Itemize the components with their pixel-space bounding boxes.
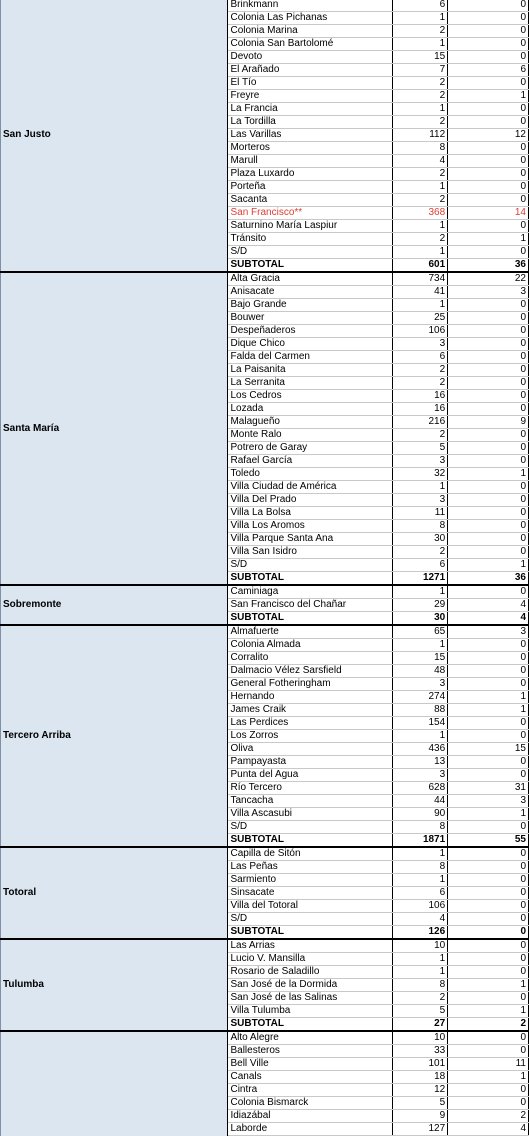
locality-name: Lozada: [228, 403, 393, 416]
value-cases: 3: [393, 769, 448, 782]
value-deaths: 0: [448, 77, 529, 90]
locality-name: Corralito: [228, 652, 393, 665]
locality-name: Las Peñas: [228, 861, 393, 874]
value-deaths: 4: [448, 1123, 529, 1136]
value-cases: 2: [393, 233, 448, 246]
locality-name: Oliva: [228, 743, 393, 756]
value-deaths: 9: [448, 416, 529, 429]
value-deaths: 0: [448, 351, 529, 364]
value-deaths: 4: [448, 599, 529, 612]
value-deaths: 0: [448, 25, 529, 38]
locality-name: Villa Tulumba: [228, 1005, 393, 1018]
table-body: [1, 0, 529, 1136]
value-deaths: 0: [448, 246, 529, 259]
subtotal-label: SUBTOTAL: [228, 1018, 393, 1032]
value-deaths: 0: [448, 665, 529, 678]
value-cases: 8: [393, 861, 448, 874]
locality-name: Cintra: [228, 1084, 393, 1097]
locality-name: Las Arrias: [228, 939, 393, 953]
value-deaths: 0: [448, 1097, 529, 1110]
value-cases: 1: [393, 585, 448, 599]
value-cases: 27: [393, 1018, 448, 1032]
locality-name: Almafuerte: [228, 625, 393, 639]
department-name: Santa María: [1, 272, 228, 585]
value-deaths: 14: [448, 207, 529, 220]
value-deaths: 2: [448, 1110, 529, 1123]
value-cases: 436: [393, 743, 448, 756]
subtotal-label: SUBTOTAL: [228, 259, 393, 273]
value-cases: 734: [393, 272, 448, 286]
value-cases: 10: [393, 1031, 448, 1045]
value-cases: 127: [393, 1123, 448, 1136]
locality-name: Villa San Isidro: [228, 546, 393, 559]
value-cases: 2: [393, 364, 448, 377]
table-row: [1, 1031, 529, 1045]
locality-name: Porteña: [228, 181, 393, 194]
locality-name: Sinsacate: [228, 887, 393, 900]
value-cases: 154: [393, 717, 448, 730]
locality-name: San Francisco**: [228, 207, 393, 220]
value-deaths: 0: [448, 494, 529, 507]
value-cases: 65: [393, 625, 448, 639]
value-cases: 8: [393, 142, 448, 155]
value-deaths: 0: [448, 325, 529, 338]
value-cases: 2: [393, 25, 448, 38]
locality-name: Colonia Las Pichanas: [228, 12, 393, 25]
value-deaths: 0: [448, 847, 529, 861]
value-cases: 1: [393, 966, 448, 979]
value-cases: 112: [393, 129, 448, 142]
value-cases: 15: [393, 51, 448, 64]
locality-name: Marull: [228, 155, 393, 168]
value-cases: 1: [393, 246, 448, 259]
value-cases: 5: [393, 442, 448, 455]
value-cases: 11: [393, 507, 448, 520]
value-deaths: 0: [448, 38, 529, 51]
subtotal-label: SUBTOTAL: [228, 612, 393, 626]
value-cases: 4: [393, 913, 448, 926]
department-name: San Justo: [1, 0, 228, 272]
locality-name: Ballesteros: [228, 1045, 393, 1058]
value-cases: 2: [393, 194, 448, 207]
locality-name: Anisacate: [228, 286, 393, 299]
value-deaths: 0: [448, 639, 529, 652]
locality-name: Brinkmann: [228, 0, 393, 12]
value-deaths: 0: [448, 220, 529, 233]
locality-name: Colonia Almada: [228, 639, 393, 652]
value-cases: 106: [393, 900, 448, 913]
value-deaths: 0: [448, 585, 529, 599]
value-cases: 30: [393, 612, 448, 626]
locality-name: Tránsito: [228, 233, 393, 246]
value-cases: 88: [393, 704, 448, 717]
value-deaths: 0: [448, 0, 529, 12]
locality-name: Bell Ville: [228, 1058, 393, 1071]
value-deaths: 0: [448, 1031, 529, 1045]
locality-name: La Serranita: [228, 377, 393, 390]
locality-name: Pampayasta: [228, 756, 393, 769]
locality-name: Punta del Agua: [228, 769, 393, 782]
value-cases: 32: [393, 468, 448, 481]
value-cases: 1: [393, 103, 448, 116]
value-deaths: 0: [448, 299, 529, 312]
value-cases: 6: [393, 887, 448, 900]
value-cases: 126: [393, 926, 448, 940]
value-cases: 2: [393, 90, 448, 103]
value-cases: 2: [393, 116, 448, 129]
value-cases: 1: [393, 874, 448, 887]
value-deaths: 0: [448, 953, 529, 966]
locality-name: Río Tercero: [228, 782, 393, 795]
value-deaths: 0: [448, 546, 529, 559]
value-deaths: 0: [448, 312, 529, 325]
locality-name: Villa del Totoral: [228, 900, 393, 913]
value-cases: 33: [393, 1045, 448, 1058]
value-deaths: 0: [448, 678, 529, 691]
value-deaths: 0: [448, 887, 529, 900]
locality-name: San José de las Salinas: [228, 992, 393, 1005]
value-deaths: 0: [448, 364, 529, 377]
value-deaths: 0: [448, 455, 529, 468]
value-deaths: 0: [448, 717, 529, 730]
department-name: Totoral: [1, 847, 228, 939]
table-row: [1, 847, 529, 861]
subtotal-label: SUBTOTAL: [228, 834, 393, 848]
value-cases: 1: [393, 847, 448, 861]
value-cases: 216: [393, 416, 448, 429]
value-deaths: 0: [448, 1045, 529, 1058]
value-deaths: 0: [448, 652, 529, 665]
locality-name: Dalmacio Vélez Sarsfield: [228, 665, 393, 678]
value-cases: 29: [393, 599, 448, 612]
value-cases: 4: [393, 155, 448, 168]
locality-name: Sacanta: [228, 194, 393, 207]
value-deaths: 0: [448, 181, 529, 194]
locality-name: Morteros: [228, 142, 393, 155]
value-deaths: 4: [448, 612, 529, 626]
locality-name: Tancacha: [228, 795, 393, 808]
value-deaths: 0: [448, 338, 529, 351]
locality-name: Colonia Bismarck: [228, 1097, 393, 1110]
value-deaths: 0: [448, 821, 529, 834]
locality-name: La Paisanita: [228, 364, 393, 377]
locality-name: Idiazábal: [228, 1110, 393, 1123]
value-deaths: 0: [448, 1084, 529, 1097]
value-deaths: 0: [448, 142, 529, 155]
value-deaths: 1: [448, 1071, 529, 1084]
value-cases: 44: [393, 795, 448, 808]
locality-name: Villa Ascasubi: [228, 808, 393, 821]
value-deaths: 3: [448, 795, 529, 808]
locality-name: Rafael García: [228, 455, 393, 468]
value-cases: 3: [393, 455, 448, 468]
value-deaths: 0: [448, 194, 529, 207]
value-deaths: 0: [448, 900, 529, 913]
value-deaths: 15: [448, 743, 529, 756]
value-deaths: 55: [448, 834, 529, 848]
value-deaths: 0: [448, 966, 529, 979]
department-name: Sobremonte: [1, 585, 228, 625]
value-cases: 3: [393, 678, 448, 691]
value-deaths: 0: [448, 442, 529, 455]
locality-name: Capilla de Sitón: [228, 847, 393, 861]
locality-name: General Fotheringham: [228, 678, 393, 691]
locality-name: Potrero de Garay: [228, 442, 393, 455]
value-deaths: 12: [448, 129, 529, 142]
value-cases: 1: [393, 953, 448, 966]
value-deaths: 0: [448, 730, 529, 743]
locality-name: Alta Gracia: [228, 272, 393, 286]
value-deaths: 0: [448, 756, 529, 769]
locality-name: Villa Del Prado: [228, 494, 393, 507]
value-cases: 6: [393, 0, 448, 12]
value-cases: 2: [393, 168, 448, 181]
value-cases: 628: [393, 782, 448, 795]
locality-name: Villa Los Aromos: [228, 520, 393, 533]
locality-name: Lucio V. Mansilla: [228, 953, 393, 966]
value-deaths: 1: [448, 90, 529, 103]
locality-name: Villa Parque Santa Ana: [228, 533, 393, 546]
value-cases: 601: [393, 259, 448, 273]
value-deaths: 6: [448, 64, 529, 77]
value-deaths: 2: [448, 1018, 529, 1032]
table-row: [1, 272, 529, 286]
locality-name: James Craik: [228, 704, 393, 717]
value-deaths: 0: [448, 481, 529, 494]
value-cases: 2: [393, 992, 448, 1005]
value-deaths: 36: [448, 259, 529, 273]
value-cases: 5: [393, 1097, 448, 1110]
value-deaths: 1: [448, 808, 529, 821]
locality-name: Falda del Carmen: [228, 351, 393, 364]
value-cases: 48: [393, 665, 448, 678]
locality-name: Saturnino María Laspiur: [228, 220, 393, 233]
value-cases: 30: [393, 533, 448, 546]
value-cases: 101: [393, 1058, 448, 1071]
value-deaths: 0: [448, 51, 529, 64]
value-cases: 8: [393, 979, 448, 992]
subtotal-label: SUBTOTAL: [228, 572, 393, 586]
locality-name: Bajo Grande: [228, 299, 393, 312]
value-cases: 10: [393, 939, 448, 953]
value-cases: 1: [393, 730, 448, 743]
value-cases: 15: [393, 652, 448, 665]
locality-name: San Francisco del Chañar: [228, 599, 393, 612]
locality-name: Los Cedros: [228, 390, 393, 403]
value-cases: 7: [393, 64, 448, 77]
value-deaths: 36: [448, 572, 529, 586]
locality-name: S/D: [228, 246, 393, 259]
value-cases: 41: [393, 286, 448, 299]
locality-name: San José de la Dormida: [228, 979, 393, 992]
value-cases: 16: [393, 390, 448, 403]
value-deaths: 1: [448, 559, 529, 572]
table-row: [1, 585, 529, 599]
locality-name: Laborde: [228, 1123, 393, 1136]
value-deaths: 31: [448, 782, 529, 795]
value-deaths: 1: [448, 691, 529, 704]
value-deaths: 3: [448, 625, 529, 639]
locality-name: Devoto: [228, 51, 393, 64]
locality-name: Caminiaga: [228, 585, 393, 599]
value-cases: 6: [393, 559, 448, 572]
locality-name: Bouwer: [228, 312, 393, 325]
value-cases: 6: [393, 351, 448, 364]
value-deaths: 0: [448, 939, 529, 953]
value-deaths: 0: [448, 168, 529, 181]
value-deaths: 0: [448, 377, 529, 390]
value-cases: 16: [393, 403, 448, 416]
value-cases: 2: [393, 546, 448, 559]
locality-name: Sarmiento: [228, 874, 393, 887]
value-cases: 90: [393, 808, 448, 821]
value-deaths: 0: [448, 429, 529, 442]
value-cases: 1: [393, 299, 448, 312]
locality-name: Las Varillas: [228, 129, 393, 142]
value-deaths: 22: [448, 272, 529, 286]
value-deaths: 0: [448, 874, 529, 887]
value-deaths: 0: [448, 155, 529, 168]
department-name: Tulumba: [1, 939, 228, 1031]
value-cases: 2: [393, 429, 448, 442]
locality-name: S/D: [228, 559, 393, 572]
value-cases: 274: [393, 691, 448, 704]
value-deaths: 0: [448, 103, 529, 116]
value-cases: 1: [393, 220, 448, 233]
value-cases: 1271: [393, 572, 448, 586]
value-cases: 18: [393, 1071, 448, 1084]
locality-name: Toledo: [228, 468, 393, 481]
department-name: [1, 1031, 228, 1136]
locality-name: Las Perdices: [228, 717, 393, 730]
locality-name: S/D: [228, 913, 393, 926]
locality-name: Freyre: [228, 90, 393, 103]
value-cases: 1: [393, 181, 448, 194]
value-deaths: 3: [448, 286, 529, 299]
locality-name: S/D: [228, 821, 393, 834]
value-cases: 9: [393, 1110, 448, 1123]
value-deaths: 1: [448, 704, 529, 717]
locality-name: Hernando: [228, 691, 393, 704]
value-cases: 1: [393, 481, 448, 494]
value-cases: 1: [393, 639, 448, 652]
locality-name: Plaza Luxardo: [228, 168, 393, 181]
value-deaths: 0: [448, 926, 529, 940]
value-deaths: 0: [448, 913, 529, 926]
value-cases: 8: [393, 520, 448, 533]
value-deaths: 0: [448, 12, 529, 25]
value-deaths: 0: [448, 533, 529, 546]
value-deaths: 0: [448, 390, 529, 403]
value-deaths: 0: [448, 116, 529, 129]
locality-name: El Tío: [228, 77, 393, 90]
value-cases: 1871: [393, 834, 448, 848]
locality-name: Colonia Marina: [228, 25, 393, 38]
table-row: [1, 939, 529, 953]
locality-name: Los Zorros: [228, 730, 393, 743]
value-cases: 3: [393, 494, 448, 507]
value-cases: 25: [393, 312, 448, 325]
value-cases: 8: [393, 821, 448, 834]
value-deaths: 1: [448, 233, 529, 246]
value-cases: 3: [393, 338, 448, 351]
value-cases: 5: [393, 1005, 448, 1018]
value-cases: 12: [393, 1084, 448, 1097]
table-row: [1, 625, 529, 639]
locality-name: Colonia San Bartolomé: [228, 38, 393, 51]
locality-name: Alto Alegre: [228, 1031, 393, 1045]
locality-name: Villa La Bolsa: [228, 507, 393, 520]
department-name: Tercero Arriba: [1, 625, 228, 847]
subtotal-label: SUBTOTAL: [228, 926, 393, 940]
value-deaths: 1: [448, 979, 529, 992]
locality-name: Monte Ralo: [228, 429, 393, 442]
table-row: [1, 0, 529, 12]
locality-name: La Francia: [228, 103, 393, 116]
locality-name: Despeñaderos: [228, 325, 393, 338]
value-cases: 13: [393, 756, 448, 769]
locality-name: Malagueño: [228, 416, 393, 429]
locality-name: La Tordilla: [228, 116, 393, 129]
locality-name: Rosario de Saladillo: [228, 966, 393, 979]
value-deaths: 0: [448, 861, 529, 874]
value-deaths: 1: [448, 468, 529, 481]
value-deaths: 0: [448, 507, 529, 520]
locality-name: Dique Chico: [228, 338, 393, 351]
value-cases: 1: [393, 38, 448, 51]
value-deaths: 0: [448, 520, 529, 533]
value-cases: 368: [393, 207, 448, 220]
value-deaths: 0: [448, 992, 529, 1005]
locality-name: Canals: [228, 1071, 393, 1084]
value-deaths: 0: [448, 769, 529, 782]
value-cases: 2: [393, 77, 448, 90]
value-cases: 2: [393, 377, 448, 390]
locality-name: El Arañado: [228, 64, 393, 77]
value-deaths: 0: [448, 403, 529, 416]
value-deaths: 1: [448, 1005, 529, 1018]
value-cases: 1: [393, 12, 448, 25]
value-cases: 106: [393, 325, 448, 338]
locality-name: Villa Ciudad de América: [228, 481, 393, 494]
value-deaths: 11: [448, 1058, 529, 1071]
